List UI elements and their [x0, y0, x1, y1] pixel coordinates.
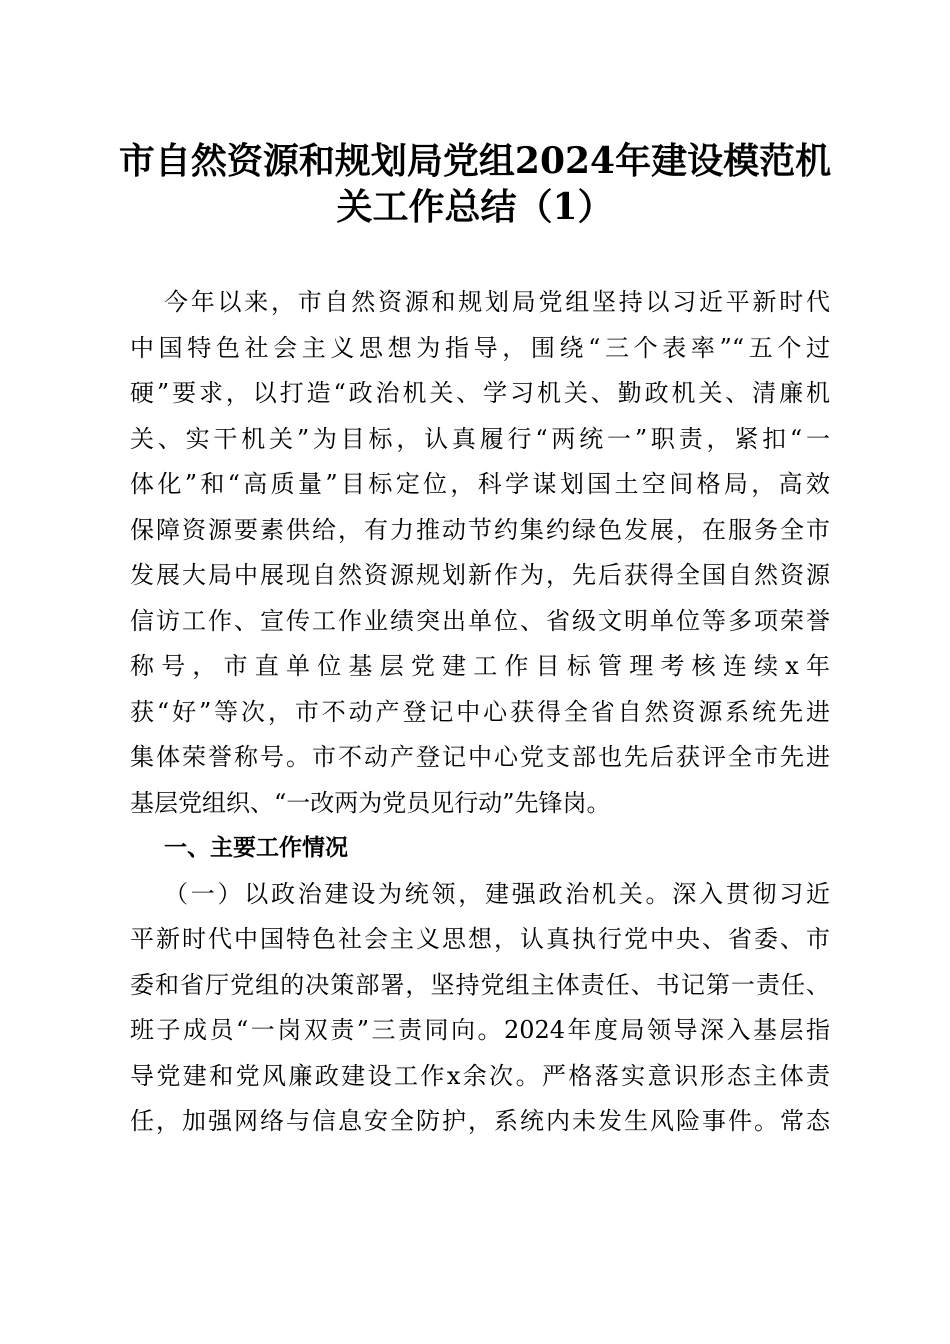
paragraph-line: （一）以政治建设为统领，建强政治机关。深入贯彻习近 [164, 879, 830, 908]
title-line: 市自然资源和规划局党组2024年建设模范机 [118, 140, 832, 182]
paragraph-line: 任，加强网络与信息安全防护，系统内未发生风险事件。常态 [130, 1107, 830, 1135]
paragraph-line: 硬”要求，以打造“政治机关、学习机关、勤政机关、清廉机 [130, 379, 830, 407]
paragraph-line: 班子成员“一岗双责”三责同向。2024年度局领导深入基层指 [130, 1016, 830, 1044]
section-paragraph [130, 872, 830, 1145]
paragraph-line: 信访工作、宣传工作业绩突出单位、省级文明单位等多项荣誉 [130, 606, 830, 635]
document-title [110, 138, 840, 230]
title-line: 关工作总结（1） [336, 186, 614, 228]
paragraph-line: 获“好”等次，市不动产登记中心获得全省自然资源系统先进 [130, 697, 830, 726]
paragraph-line: 称号，市直单位基层党建工作目标管理考核连续x年 [130, 652, 830, 680]
paragraph-line: 关、实干机关”为目标，认真履行“两统一”职责，紧扣“一 [130, 424, 830, 453]
paragraph-line: 今年以来，市自然资源和规划局党组坚持以习近平新时代 [164, 288, 830, 316]
intro-paragraph [130, 280, 830, 826]
paragraph-line: 基层党组织、“一改两为党员见行动”先锋岗。 [130, 788, 611, 817]
paragraph-line: 保障资源要素供给，有力推动节约集约绿色发展，在服务全市 [130, 515, 830, 544]
paragraph-line: 平新时代中国特色社会主义思想，认真执行党中央、省委、市 [130, 925, 830, 953]
paragraph-line: 体化”和“高质量”目标定位，科学谋划国土空间格局，高效 [130, 470, 830, 498]
paragraph-line: 发展大局中展现自然资源规划新作为，先后获得全国自然资源 [130, 561, 830, 589]
document-body [130, 280, 830, 1145]
paragraph-line: 委和省厅党组的决策部署，坚持党组主体责任、书记第一责任、 [130, 970, 830, 999]
paragraph-line: 导党建和党风廉政建设工作x余次。严格落实意识形态主体责 [130, 1061, 830, 1090]
paragraph-line: 集体荣誉称号。市不动产登记中心党支部也先后获评全市先进 [130, 743, 830, 771]
paragraph-line: 中国特色社会主义思想为指导，围绕“三个表率”“五个过 [130, 333, 830, 362]
section-heading: 一、主要工作情况 [164, 835, 348, 861]
